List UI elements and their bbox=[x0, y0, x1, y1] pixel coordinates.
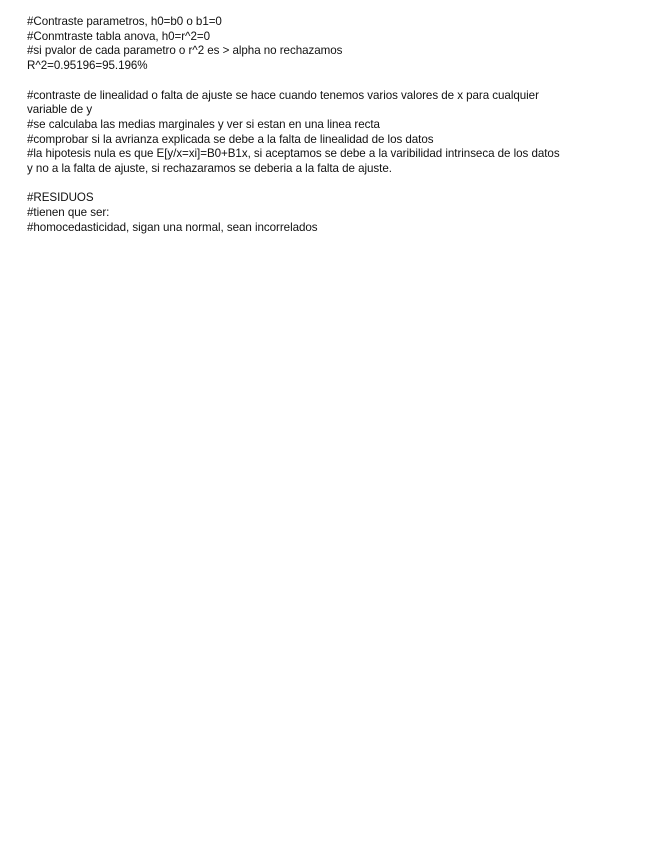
text-line: y no a la falta de ajuste, si rechazaramos se deberia a la falta de ajuste. bbox=[27, 162, 392, 176]
text-line: #RESIDUOS bbox=[27, 191, 94, 205]
paragraph-linearity bbox=[27, 89, 632, 177]
text-line: #se calculaba las medias marginales y ver si estan en una linea recta bbox=[27, 117, 380, 131]
document-text bbox=[27, 15, 632, 250]
text-line: R^2=0.95196=95.196% bbox=[27, 59, 148, 73]
text-line: #comprobar si la avrianza explicada se debe a la falta de linealidad de los datos bbox=[27, 132, 434, 146]
text-line: #si pvalor de cada parametro o r^2 es > alpha no rechazamos bbox=[27, 44, 343, 58]
paragraph-residuals bbox=[27, 191, 632, 235]
text-line: variable de y bbox=[27, 103, 93, 117]
text-line: #contraste de linealidad o falta de ajuste se hace cuando tenemos varios valores de x para cualquier bbox=[27, 88, 539, 102]
text-line: #Conmtraste tabla anova, h0=r^2=0 bbox=[27, 29, 210, 43]
text-line: #homocedasticidad, sigan una normal, sean incorrelados bbox=[27, 220, 318, 234]
text-line: #tienen que ser: bbox=[27, 206, 110, 220]
text-line: #Contraste parametros, h0=b0 o b1=0 bbox=[27, 15, 222, 28]
paragraph-contrasts bbox=[27, 15, 632, 74]
text-line: #la hipotesis nula es que E[y/x=xi]=B0+B1x, si aceptamos se debe a la varibilidad intrinseca de los datos bbox=[27, 147, 560, 161]
